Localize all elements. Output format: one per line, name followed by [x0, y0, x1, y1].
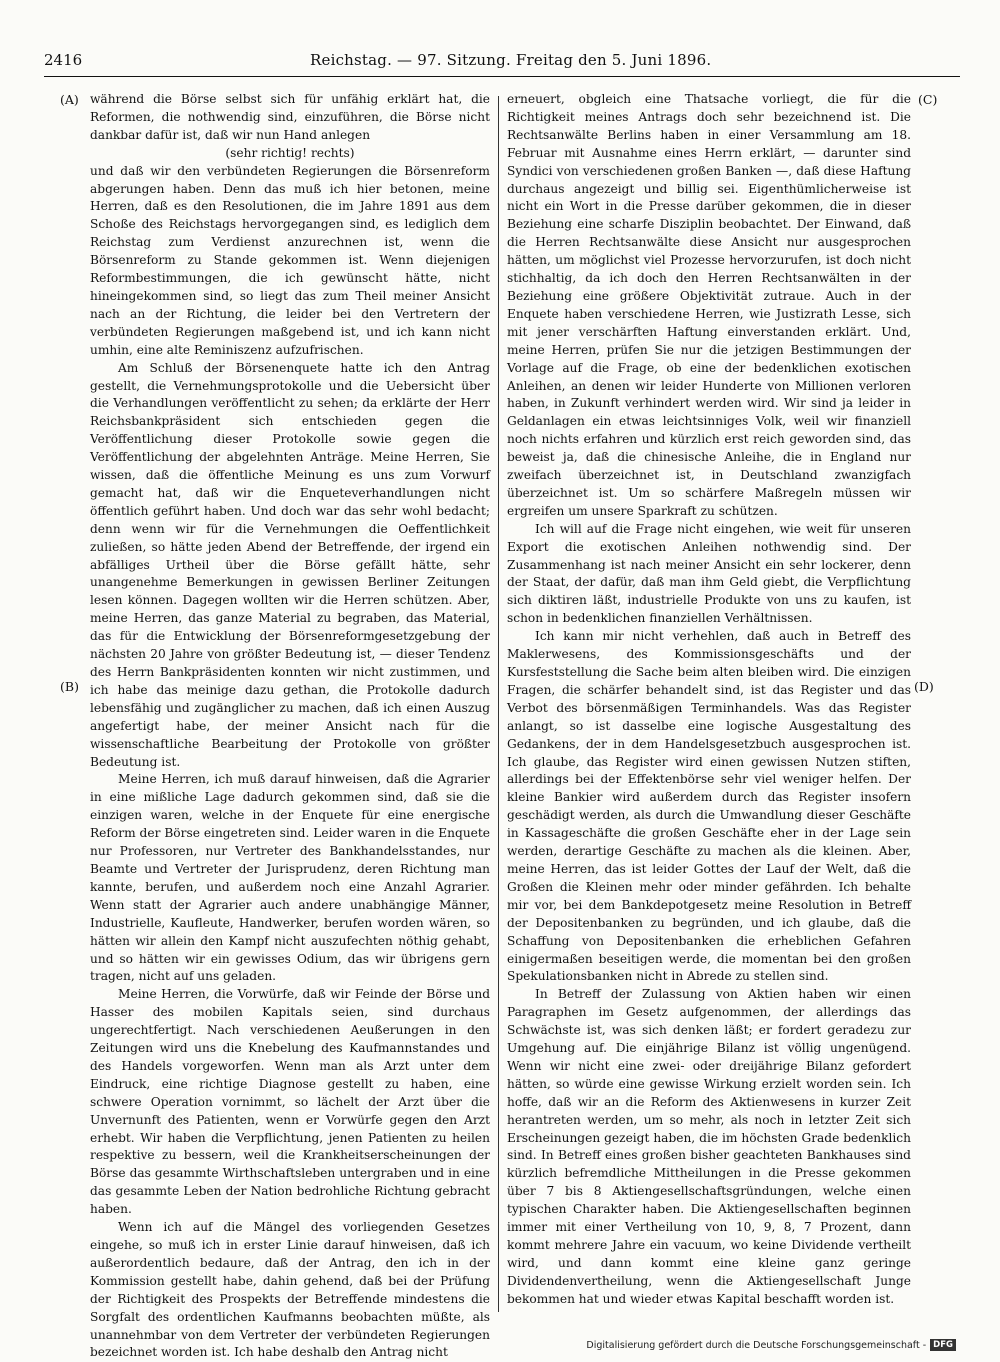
margin-marker-a: (A): [60, 92, 79, 107]
paragraph: und daß wir den verbündeten Regierungen die Börsenreform abgerungen haben. Denn das muß ich hier betonen, meine Herren, daß es den Resolutionen, die im Jahre 1891 aus dem Schoße des Reichstags hervorgegangen sind, es lediglich dem Reichstag zum Verdienst anzurechnen ist, wenn die Börsenreform zu Stande gekommen ist. Wenn diejenigen Reformbestimmungen, die ich gewünscht hätte, nicht hineingekommen sind, so liegt das zum Theil meiner Ansicht nach an der Richtung, die leider bei den Vertretern der verbündeten Regierungen maßgebend ist, und ich kann nicht umhin, eine alte Reminiszenz aufzufrischen.: [90, 163, 490, 357]
running-head: Reichstag. — 97. Sitzung. Freitag den 5. Juni 1896.: [310, 51, 712, 69]
margin-marker-b: (B): [60, 679, 79, 694]
margin-marker-c: (C): [918, 92, 938, 107]
paragraph: Meine Herren, die Vorwürfe, daß wir Feinde der Börse und Hasser des mobilen Kapitals seien, sind durchaus ungerechtfertigt. Nach verschiedenen Aeußerungen in den Zeitungen wird uns die Knebelung des Kaufmannstandes und des Handels vorgeworfen. Wenn man als Arzt unter dem Eindruck, eine richtige Diagnose gestellt zu haben, eine schwere Operation vornimmt, so lächelt der Arzt über die Unvernunft des Patienten, wenn er Vorwürfe gegen den Arzt erhebt. Wir haben die Verpflichtung, jenen Patienten zu heilen respektive zu bessern, weil die Krankheitserscheinungen der Börse das gesammte Wirthschaftsleben untergraben und in eine das gesammte Leben der Nation bedrohliche Richtung gebracht haben.: [90, 987, 490, 1217]
footer-text: Digitalisierung gefördert durch die Deutsche Forschungsgemeinschaft -: [586, 1339, 927, 1351]
paragraph: erneuert, obgleich eine Thatsache vorliegt, die für die Richtigkeit meines Antrags doch sehr bezeichnend ist. Die Rechtsanwälte Berlins haben in einer Versammlung am 18. Februar mit Ausnahme eines Herrn erklärt, — darunter sind Syndici von verschiedenen großen Banken —, daß diese Haftung durchaus angezeigt und billig sei. Eigenthümlicherweise ist nicht ein Wort in die Presse darüber gekommen, die in dieser Beziehung eine scharfe Disziplin beobachtet. Der Einwand, daß die Herren Rechtsanwälte diese Ansicht nur ausgesprochen hätten, um möglichst viel Prozesse hervorzurufen, ist doch nicht stichhaltig, da ich doch den Herren Rechtsanwälten in der Beziehung eine größere Objektivität zutraue. Auch in der Enquete haben verschiedene Herren, wie Justizrath Lesse, sich mit jener verschärften Haftung einverstanden erklärt. Und, meine Herren, prüfen Sie nur die jetzigen Bestimmungen der Vorlage auf die Frage, ob eine der bedenklichen exotischen Anleihen, an denen wir leider Hunderte von Millionen verloren haben, in Zukunft verhindert werden wird. Wir sind ja leider in Geldanlagen ein etwas leichtsinniges Volk, weil wir finanziell noch nichts erfahren und kürzlich erst reich geworden sind, das beweist ja, daß die chinesische Anleihe, die in England nur zweifach überzeichnet ist, in Deutschland zwanzigfach überzeichnet ist. Um so schärfere Maßregeln müssen wir ergreifen um unsere Sparkraft zu schützen.: [507, 92, 911, 518]
right-column: [507, 91, 911, 1309]
margin-marker-d: (D): [914, 679, 934, 694]
paragraph: Ich will auf die Frage nicht eingehen, wie weit für unseren Export die exotischen Anleihen nothwendig sind. Der Zusammenhang ist nach meiner Ansicht ein sehr lockerer, denn der Staat, der dafür, daß man ihm Geld giebt, die Verpflichtung sich diktiren läßt, industrielle Produkte von uns zu kaufen, ist schon in bedenklichen finanziellen Verhältnissen.: [507, 521, 911, 626]
interjection: (sehr richtig! rechts): [225, 145, 355, 160]
paragraph: Meine Herren, ich muß darauf hinweisen, daß die Agrarier in eine mißliche Lage dadurch gekommen sind, daß sie die einzigen waren, welche in der Enquete für eine energische Reform der Börse eingetreten sind. Leider waren in die Enquete nur Professoren, nur Vertreter des Bankhandelsstandes, nur Beamte und Vertreter der Jurisprudenz, deren Richtung man kannte, berufen, und außerdem noch eine Anzahl Agrarier. Wenn statt der Agrarier auch andere unabhängige Männer, Industrielle, Kaufleute, Handwerker, berufen worden wären, so hätten wir allein den Kampf nicht auszufechten nöthig gehabt, und so hätten wir ein gewisses Odium, das wir übrigens gern tragen, nicht auf uns geladen.: [90, 772, 490, 984]
paragraph: Wenn ich auf die Mängel des vorliegenden Gesetzes eingehe, so muß ich in erster Linie darauf hinweisen, daß ich außerordentlich bedaure, daß der Antrag, den ich in der Kommission gestellt habe, dahin gehend, daß bei der Prüfung der Richtigkeit des Prospekts der Betreffende mindestens die Sorgfalt des ordentlichen Kaufmanns beobachten müßte, als unannehmbar von dem Vertreter der verbündeten Regierungen bezeichnet worden ist. Ich habe deshalb den Antrag nicht: [90, 1220, 490, 1360]
paragraph: Am Schluß der Börsenenquete hatte ich den Antrag gestellt, die Vernehmungsprotokolle und die Uebersicht über die Verhandlungen veröffentlicht zu sehen; da erklärte der Herr Reichsbankpräsident sich entschieden gegen die Veröffentlichung dieser Protokolle sowie gegen die Veröffentlichung der abgelehnten Anträge. Meine Herren, Sie wissen, daß die öffentliche Meinung es uns zum Vorwurf gemacht hat, daß wir die Enqueteverhandlungen nicht öffentlich geführt haben. Und doch war das sehr wohl bedacht; denn wenn wir für die Vernehmungen die Oeffentlichkeit zuließen, so hätte jeden Abend der Betreffende, der irgend ein abfälliges Urtheil über die Börse gefällt hätte, sehr unangenehme Bemerkungen in gewissen Berliner Zeitungen lesen können. Dagegen wollten wir die Herren schützen. Aber, meine Herren, das ganze Material zu begraben, das Material, das für die Entwicklung der Börsenreformgesetzgebung der nächsten 20 Jahre von größter Bedeutung ist, — dieser Tendenz des Herrn Bankpräsidenten konnten wir nicht zustimmen, und ich habe das meinige dazu gethan, die Protokolle dadurch lebensfähig und zugänglicher zu machen, daß ich einen Auszug angefertigt habe, der meiner Ansicht nach für die wissenschaftliche Bearbeitung der Protokolle von größter Bedeutung ist.: [90, 360, 490, 769]
digitization-footer: [586, 1339, 956, 1351]
column-divider: [498, 96, 499, 1312]
paragraph: In Betreff der Zulassung von Aktien haben wir einen Paragraphen im Gesetz aufgenommen, der allerdings das Schwächste ist, was sich denken läßt; er fordert geradezu zur Umgehung auf. Die einjährige Bilanz ist völlig ungenügend. Wenn wir nicht eine zwei- oder dreijährige Bilanz gefordert hätten, so würde eine gewisse Wirkung erzielt worden sein. Ich hoffe, daß wir an die Reform des Aktienwesens in kurzer Zeit herantreten werden, um so mehr, als noch in letzter Zeit sich Erscheinungen gezeigt haben, die im höchsten Grade bedenklich sind. In Betreff eines großen bisher geachteten Bankhauses sind kürzlich befremdliche Mittheilungen in die Presse gekommen über 7 bis 8 Aktiengesellschaftsgründungen, welche einen typischen Charakter haben. Die Aktiengesellschaften beginnen immer mit einer Vertheilung von 10, 9, 8, 7 Prozent, dann kommt mehrere Jahre ein vacuum, wo keine Dividende vertheilt wird, und dann kommt eine kleine ganz geringe Dividendenvertheilung, wenn die Aktiengesellschaft Junge bekommen hat und wieder etwas Kapital beschafft worden ist.: [507, 987, 911, 1306]
paragraph: während die Börse selbst sich für unfähig erklärt hat, die Reformen, die nothwendig sind, einzuführen, die Börse nicht dankbar dafür ist, daß wir nun Hand anlegen: [90, 92, 490, 142]
page-number: 2416: [44, 51, 83, 69]
paragraph: Ich kann mir nicht verhehlen, daß auch in Betreff des Maklerwesens, des Kommissionsgeschäfts und der Kursfeststellung die Sache beim alten bleiben wird. Die einzigen Fragen, die schärfer behandelt sind, ist das Register und das Verbot des börsenmäßigen Terminhandels. Was das Register anlangt, so ist dasselbe eine logische Ausgestaltung des Gedankens, der in dem Handelsgesetzbuch ausgesprochen ist. Ich glaube, das Register wird einen gewissen Nutzen stiften, allerdings bei der Effektenbörse sehr viel weniger helfen. Der kleine Bankier wird außerdem durch das Register insofern geschädigt werden, als durch die Umwandlung dieser Geschäfte in Kassageschäfte die großen Geschäfte eher in der Lage sein werden, derartige Geschäfte zu machen als die kleinen. Aber, meine Herren, das ist leider Gottes der Lauf der Welt, daß die Großen die Kleinen mehr oder minder gefährden. Ich behalte mir vor, bei dem Bankdepotgesetz meine Resolution in Betreff der Depositenbanken zu begründen, und ich glaube, daß die Schaffung von Depositenbanken die erheblichen Gefahren einigermaßen beseitigen werde, die momentan bei den großen Spekulationsbanken nicht in Abrede zu stellen sind.: [507, 629, 911, 984]
header-rule: [44, 76, 960, 77]
dfg-logo: DFG: [930, 1339, 956, 1351]
left-column: [90, 91, 490, 1362]
